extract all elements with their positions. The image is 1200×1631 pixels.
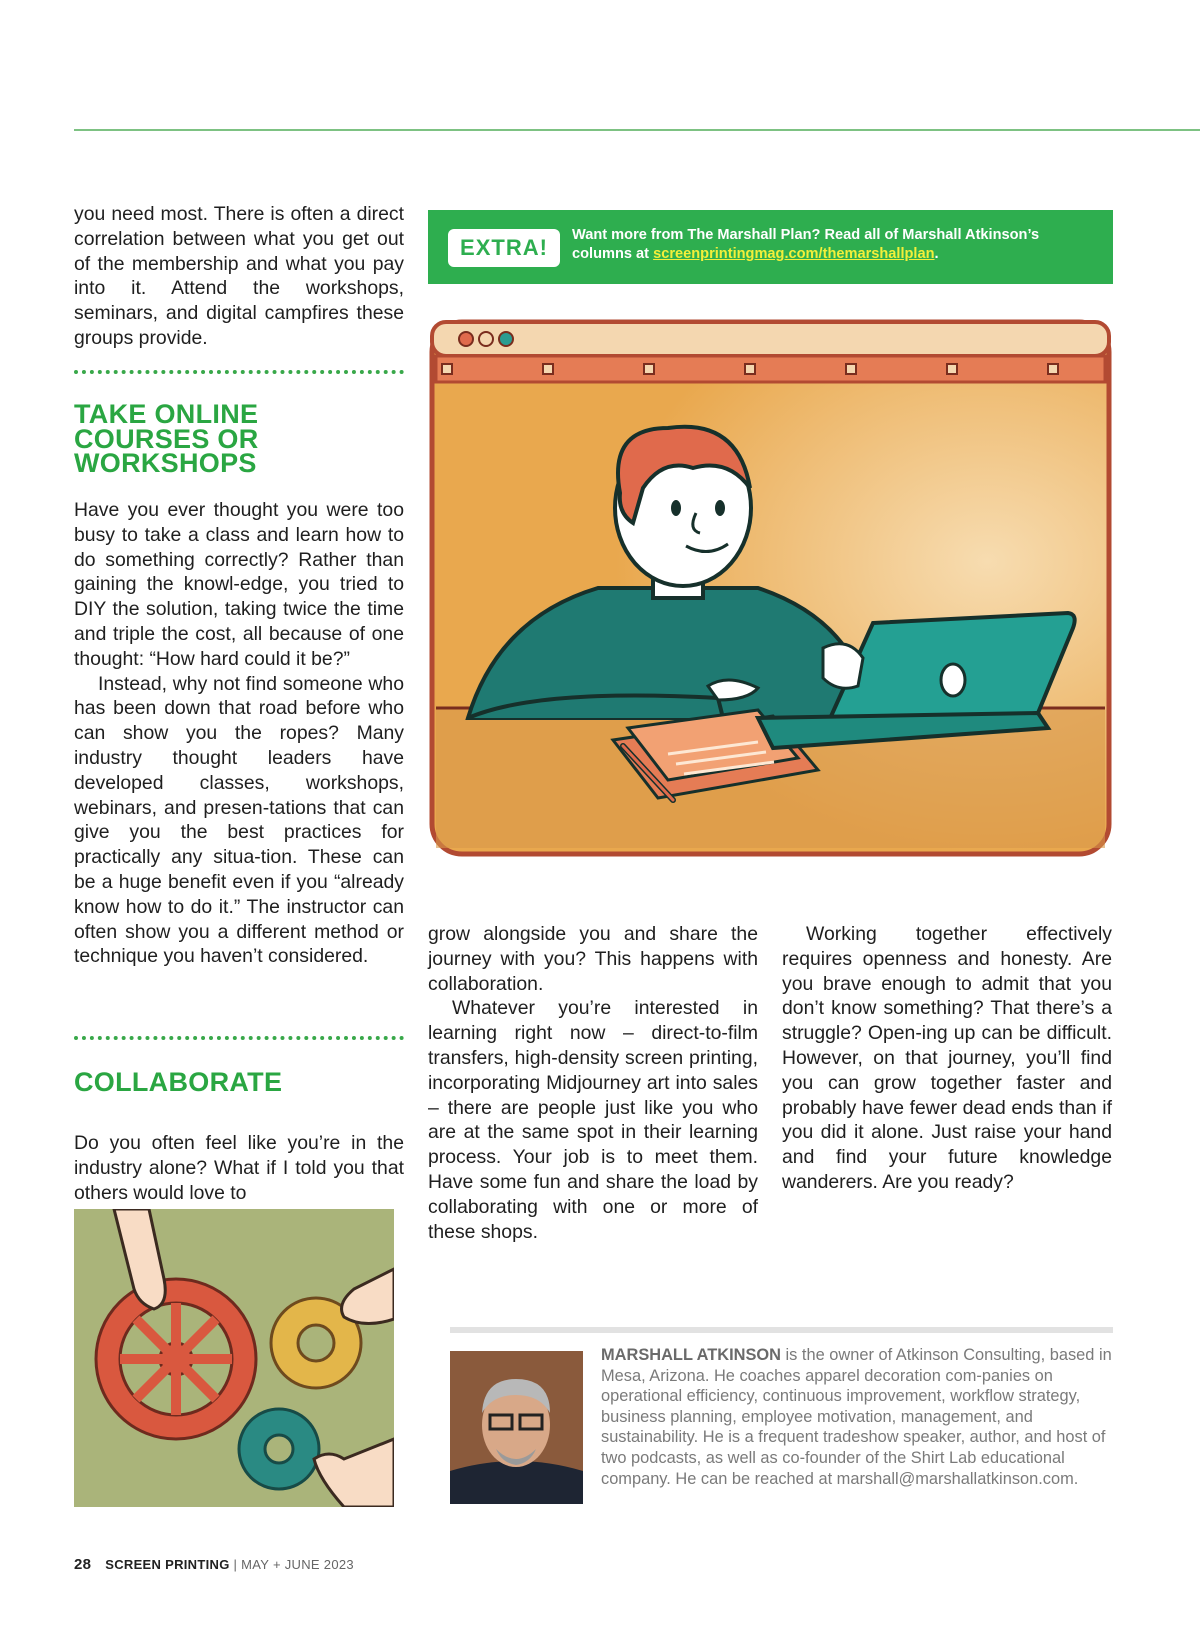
author-bio-text: is the owner of Atkinson Consulting, based in Mesa, Arizona. He coaches apparel decoration com-panies on operational efficiency, continuous improvement, workflow strategy, business planning, employee motivation, management, and sustainability. He is a frequent tradeshow speaker, author, and host of two podcasts, as well as co-founder of the Shirt Lab educational company. He can be reached at marshall@marshallatkinson.com. bbox=[601, 1346, 1112, 1488]
teal-gear-icon bbox=[239, 1409, 319, 1489]
courses-paragraph-2: Instead, why not find someone who has been down that road before who can show you the ropes? Many industry thought leaders have developed classes, workshops, webinars, and presen-tations that can give you the best practices for practically any situa-tion. These can be a huge benefit even if you “already know how to do it.” The instructor can often show you a different method or technique you haven’t considered. bbox=[74, 672, 404, 968]
gears-hands-illustration bbox=[74, 1209, 394, 1507]
red-gear-icon bbox=[96, 1279, 256, 1439]
marshall-plan-link[interactable]: screenprintingmag.com/themarshallplan bbox=[653, 246, 935, 262]
column-1-collaborate bbox=[74, 1131, 404, 1205]
extra-badge: EXTRA! bbox=[448, 229, 560, 267]
column-1-courses bbox=[74, 498, 404, 969]
author-photo bbox=[450, 1351, 583, 1504]
window-yellow-dot-icon bbox=[479, 332, 493, 346]
window-red-dot-icon bbox=[459, 332, 473, 346]
footer-separator: | bbox=[233, 1557, 238, 1572]
courses-paragraph-1: Have you ever thought you were too busy to take a class and learn how to do something correctly? Rather than gaining the knowl-edge, you tried to DIY the solution, taking twice the time and triple the cost, all because of one thought: “How hard could it be?” bbox=[74, 499, 404, 670]
man-at-laptop-illustration bbox=[428, 318, 1113, 858]
window-green-dot-icon bbox=[499, 332, 513, 346]
magazine-name: SCREEN PRINTING bbox=[105, 1557, 230, 1572]
dotted-divider bbox=[74, 370, 404, 374]
column-2-paragraph-1: grow alongside you and share the journey with you? This happens with collaboration. bbox=[428, 923, 758, 995]
author-bio bbox=[601, 1345, 1116, 1489]
extra-text: Want more from The Marshall Plan? Read all of Marshall Atkinson’s columns at bbox=[572, 227, 1040, 262]
extra-callout-text bbox=[572, 226, 1092, 264]
issue-date: MAY + JUNE 2023 bbox=[241, 1557, 354, 1572]
top-rule bbox=[74, 129, 1200, 131]
bio-divider bbox=[450, 1327, 1113, 1333]
column-1-intro bbox=[74, 202, 404, 351]
column-3-paragraph-1: Working together effectively requires openness and honesty. Are you brave enough to admit that you don’t know something? That there’s a struggle? Open-ing up can be difficult. However, on that journey, you’ll find you can grow together faster and probably have fewer dead ends than if you did it alone. Just raise your hand and find your future knowledge wanderers. Are you ready? bbox=[782, 923, 1112, 1193]
heading-collaborate: COLLABORATE bbox=[74, 1067, 283, 1097]
extra-end: . bbox=[934, 246, 939, 262]
column-2 bbox=[428, 922, 758, 1244]
heading-take-online-courses: TAKE ONLINE COURSES OR WORKSHOPS bbox=[74, 399, 259, 478]
page-footer bbox=[74, 1556, 354, 1573]
collaborate-paragraph-1: Do you often feel like you’re in the industry alone? What if I told you that others would love to bbox=[74, 1132, 404, 1204]
author-name: MARSHALL ATKINSON bbox=[601, 1346, 781, 1364]
intro-paragraph: you need most. There is often a direct correlation between what you get out of the membership and what you pay into it. Attend the workshops, seminars, and digital campfires these groups provide. bbox=[74, 203, 404, 349]
column-2-paragraph-2: Whatever you’re interested in learning right now – direct-to-film transfers, high-density screen printing, incorporating Midjourney art into sales – there are people just like you who are at the same spot in their learning process. Your job is to meet them. Have some fun and share the load by collaborating with one or more of these shops. bbox=[428, 997, 758, 1243]
dotted-divider bbox=[74, 1036, 404, 1040]
page-number: 28 bbox=[74, 1556, 92, 1573]
column-3 bbox=[782, 922, 1112, 1195]
extra-callout-box bbox=[428, 210, 1113, 284]
